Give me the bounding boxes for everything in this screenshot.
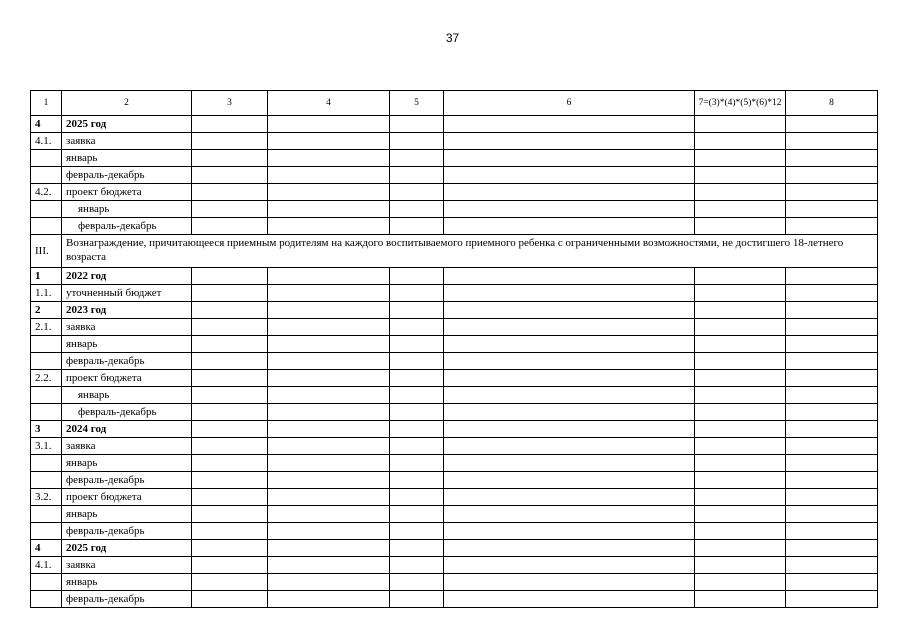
empty-cell xyxy=(444,133,695,150)
table-row xyxy=(31,370,878,387)
row-number: 3.1. xyxy=(31,438,62,455)
empty-cell xyxy=(192,133,268,150)
row-label: февраль-декабрь xyxy=(62,591,192,608)
empty-cell xyxy=(695,506,786,523)
empty-cell xyxy=(444,557,695,574)
empty-cell xyxy=(268,523,390,540)
empty-cell xyxy=(695,438,786,455)
empty-cell xyxy=(268,438,390,455)
empty-cell xyxy=(444,574,695,591)
column-header: 4 xyxy=(268,91,390,116)
empty-cell xyxy=(786,336,878,353)
table-body xyxy=(31,91,878,608)
row-number: 1 xyxy=(31,268,62,285)
empty-cell xyxy=(390,184,444,201)
empty-cell xyxy=(786,201,878,218)
empty-cell xyxy=(444,540,695,557)
empty-cell xyxy=(786,370,878,387)
empty-cell xyxy=(444,302,695,319)
empty-cell xyxy=(268,421,390,438)
empty-cell xyxy=(268,540,390,557)
row-number: 3.2. xyxy=(31,489,62,506)
row-number: 4.1. xyxy=(31,133,62,150)
row-label: 2024 год xyxy=(62,421,192,438)
column-header: 8 xyxy=(786,91,878,116)
empty-cell xyxy=(695,540,786,557)
empty-cell xyxy=(390,421,444,438)
row-label: 2022 год xyxy=(62,268,192,285)
empty-cell xyxy=(390,167,444,184)
table-row xyxy=(31,285,878,302)
empty-cell xyxy=(192,302,268,319)
row-number: 3 xyxy=(31,421,62,438)
empty-cell xyxy=(390,438,444,455)
empty-cell xyxy=(444,353,695,370)
empty-cell xyxy=(390,218,444,235)
empty-cell xyxy=(786,557,878,574)
row-number: 2.2. xyxy=(31,370,62,387)
table-row xyxy=(31,184,878,201)
empty-cell xyxy=(786,133,878,150)
empty-cell xyxy=(786,218,878,235)
row-number xyxy=(31,387,62,404)
empty-cell xyxy=(786,353,878,370)
row-number xyxy=(31,591,62,608)
empty-cell xyxy=(695,184,786,201)
empty-cell xyxy=(390,201,444,218)
empty-cell xyxy=(444,336,695,353)
row-number xyxy=(31,523,62,540)
row-number xyxy=(31,472,62,489)
empty-cell xyxy=(390,302,444,319)
empty-cell xyxy=(390,455,444,472)
empty-cell xyxy=(268,184,390,201)
row-number: 4 xyxy=(31,540,62,557)
empty-cell xyxy=(192,540,268,557)
empty-cell xyxy=(444,285,695,302)
row-number xyxy=(31,201,62,218)
empty-cell xyxy=(444,506,695,523)
empty-cell xyxy=(390,336,444,353)
empty-cell xyxy=(268,387,390,404)
empty-cell xyxy=(192,150,268,167)
empty-cell xyxy=(192,285,268,302)
empty-cell xyxy=(695,167,786,184)
table-row xyxy=(31,167,878,184)
empty-cell xyxy=(444,387,695,404)
empty-cell xyxy=(786,116,878,133)
empty-cell xyxy=(390,133,444,150)
empty-cell xyxy=(695,523,786,540)
row-number xyxy=(31,167,62,184)
table-row xyxy=(31,421,878,438)
empty-cell xyxy=(192,370,268,387)
empty-cell xyxy=(390,150,444,167)
empty-cell xyxy=(192,472,268,489)
empty-cell xyxy=(268,455,390,472)
empty-cell xyxy=(444,268,695,285)
table-row xyxy=(31,302,878,319)
empty-cell xyxy=(390,387,444,404)
empty-cell xyxy=(444,404,695,421)
empty-cell xyxy=(390,268,444,285)
table-row xyxy=(31,268,878,285)
row-number: 4 xyxy=(31,116,62,133)
empty-cell xyxy=(192,421,268,438)
empty-cell xyxy=(695,557,786,574)
row-label: уточненный бюджет xyxy=(62,285,192,302)
empty-cell xyxy=(444,319,695,336)
empty-cell xyxy=(192,506,268,523)
empty-cell xyxy=(192,455,268,472)
empty-cell xyxy=(390,370,444,387)
empty-cell xyxy=(268,574,390,591)
empty-cell xyxy=(268,319,390,336)
empty-cell xyxy=(390,557,444,574)
row-label: заявка xyxy=(62,133,192,150)
empty-cell xyxy=(786,438,878,455)
empty-cell xyxy=(444,201,695,218)
empty-cell xyxy=(444,218,695,235)
empty-cell xyxy=(390,591,444,608)
empty-cell xyxy=(192,201,268,218)
table-row xyxy=(31,438,878,455)
empty-cell xyxy=(695,489,786,506)
row-label: январь xyxy=(62,387,192,404)
row-label: январь xyxy=(62,506,192,523)
table-row xyxy=(31,319,878,336)
empty-cell xyxy=(192,116,268,133)
empty-cell xyxy=(695,421,786,438)
empty-cell xyxy=(192,523,268,540)
table-row xyxy=(31,201,878,218)
table-row xyxy=(31,574,878,591)
empty-cell xyxy=(268,133,390,150)
empty-cell xyxy=(390,506,444,523)
empty-cell xyxy=(192,184,268,201)
empty-cell xyxy=(444,472,695,489)
empty-cell xyxy=(695,336,786,353)
row-number xyxy=(31,404,62,421)
empty-cell xyxy=(695,387,786,404)
empty-cell xyxy=(268,370,390,387)
table-row xyxy=(31,150,878,167)
empty-cell xyxy=(268,218,390,235)
section-row xyxy=(31,235,878,268)
empty-cell xyxy=(695,574,786,591)
empty-cell xyxy=(444,421,695,438)
empty-cell xyxy=(390,523,444,540)
row-label: заявка xyxy=(62,557,192,574)
empty-cell xyxy=(695,353,786,370)
empty-cell xyxy=(390,489,444,506)
row-label: заявка xyxy=(62,319,192,336)
empty-cell xyxy=(390,353,444,370)
table-row xyxy=(31,489,878,506)
row-label: февраль-декабрь xyxy=(62,353,192,370)
empty-cell xyxy=(786,472,878,489)
row-number: 4.2. xyxy=(31,184,62,201)
column-header: 1 xyxy=(31,91,62,116)
empty-cell xyxy=(268,591,390,608)
table-row xyxy=(31,133,878,150)
row-number xyxy=(31,353,62,370)
table-row xyxy=(31,387,878,404)
row-label: январь xyxy=(62,455,192,472)
empty-cell xyxy=(192,404,268,421)
table-row xyxy=(31,472,878,489)
empty-cell xyxy=(695,319,786,336)
empty-cell xyxy=(695,116,786,133)
row-label: январь xyxy=(62,150,192,167)
empty-cell xyxy=(695,268,786,285)
empty-cell xyxy=(695,133,786,150)
empty-cell xyxy=(786,150,878,167)
empty-cell xyxy=(695,404,786,421)
column-header: 2 xyxy=(62,91,192,116)
empty-cell xyxy=(786,540,878,557)
empty-cell xyxy=(192,167,268,184)
empty-cell xyxy=(192,353,268,370)
empty-cell xyxy=(444,523,695,540)
empty-cell xyxy=(695,591,786,608)
row-number xyxy=(31,336,62,353)
empty-cell xyxy=(390,540,444,557)
empty-cell xyxy=(695,285,786,302)
empty-cell xyxy=(786,489,878,506)
header-row xyxy=(31,91,878,116)
table-row xyxy=(31,557,878,574)
empty-cell xyxy=(192,438,268,455)
empty-cell xyxy=(786,591,878,608)
row-label: январь xyxy=(62,574,192,591)
empty-cell xyxy=(786,387,878,404)
row-number: 2 xyxy=(31,302,62,319)
empty-cell xyxy=(695,472,786,489)
column-header: 3 xyxy=(192,91,268,116)
empty-cell xyxy=(786,302,878,319)
row-label: проект бюджета xyxy=(62,370,192,387)
row-number xyxy=(31,574,62,591)
table-row xyxy=(31,523,878,540)
empty-cell xyxy=(192,387,268,404)
column-header: 6 xyxy=(444,91,695,116)
empty-cell xyxy=(786,574,878,591)
empty-cell xyxy=(695,302,786,319)
empty-cell xyxy=(695,455,786,472)
row-number: III. xyxy=(31,235,62,268)
empty-cell xyxy=(390,319,444,336)
row-label: январь xyxy=(62,336,192,353)
empty-cell xyxy=(786,421,878,438)
empty-cell xyxy=(268,336,390,353)
empty-cell xyxy=(786,523,878,540)
table-row xyxy=(31,218,878,235)
row-number: 1.1. xyxy=(31,285,62,302)
empty-cell xyxy=(695,218,786,235)
empty-cell xyxy=(444,116,695,133)
row-number xyxy=(31,455,62,472)
row-number xyxy=(31,150,62,167)
table-row xyxy=(31,591,878,608)
empty-cell xyxy=(786,319,878,336)
empty-cell xyxy=(268,116,390,133)
column-header: 7=(3)*(4)*(5)*(6)*12 xyxy=(695,91,786,116)
empty-cell xyxy=(390,574,444,591)
empty-cell xyxy=(786,167,878,184)
empty-cell xyxy=(695,370,786,387)
empty-cell xyxy=(390,472,444,489)
table-row xyxy=(31,353,878,370)
budget-table xyxy=(30,90,878,608)
empty-cell xyxy=(268,557,390,574)
row-label: февраль-декабрь xyxy=(62,218,192,235)
empty-cell xyxy=(786,268,878,285)
empty-cell xyxy=(390,285,444,302)
empty-cell xyxy=(268,150,390,167)
empty-cell xyxy=(444,184,695,201)
empty-cell xyxy=(268,506,390,523)
empty-cell xyxy=(268,404,390,421)
row-label: февраль-декабрь xyxy=(62,404,192,421)
row-label: 2023 год xyxy=(62,302,192,319)
page-number: 37 xyxy=(445,31,460,45)
row-label: проект бюджета xyxy=(62,489,192,506)
empty-cell xyxy=(444,591,695,608)
empty-cell xyxy=(786,506,878,523)
table-row xyxy=(31,540,878,557)
empty-cell xyxy=(192,489,268,506)
column-header: 5 xyxy=(390,91,444,116)
empty-cell xyxy=(786,184,878,201)
empty-cell xyxy=(268,302,390,319)
empty-cell xyxy=(444,455,695,472)
empty-cell xyxy=(192,336,268,353)
empty-cell xyxy=(268,489,390,506)
row-label: январь xyxy=(62,201,192,218)
empty-cell xyxy=(786,455,878,472)
empty-cell xyxy=(390,404,444,421)
row-number: 4.1. xyxy=(31,557,62,574)
empty-cell xyxy=(695,201,786,218)
empty-cell xyxy=(268,285,390,302)
empty-cell xyxy=(268,472,390,489)
empty-cell xyxy=(444,370,695,387)
empty-cell xyxy=(268,353,390,370)
empty-cell xyxy=(444,150,695,167)
row-label: февраль-декабрь xyxy=(62,472,192,489)
empty-cell xyxy=(192,574,268,591)
table-row xyxy=(31,506,878,523)
row-label: заявка xyxy=(62,438,192,455)
empty-cell xyxy=(786,404,878,421)
table-row xyxy=(31,404,878,421)
empty-cell xyxy=(444,438,695,455)
empty-cell xyxy=(786,285,878,302)
row-label: проект бюджета xyxy=(62,184,192,201)
empty-cell xyxy=(390,116,444,133)
empty-cell xyxy=(268,201,390,218)
row-label: 2025 год xyxy=(62,116,192,133)
empty-cell xyxy=(192,319,268,336)
empty-cell xyxy=(192,557,268,574)
empty-cell xyxy=(695,150,786,167)
empty-cell xyxy=(444,489,695,506)
row-label: февраль-декабрь xyxy=(62,523,192,540)
empty-cell xyxy=(192,218,268,235)
table-row xyxy=(31,116,878,133)
empty-cell xyxy=(268,268,390,285)
row-label: февраль-декабрь xyxy=(62,167,192,184)
empty-cell xyxy=(192,268,268,285)
section-title: Вознаграждение, причитающееся приемным родителям на каждого воспитываемого приемного ребенка с ограниченными возможностями, не достигшего 18-летнего возраста xyxy=(62,235,878,268)
row-number xyxy=(31,506,62,523)
row-number: 2.1. xyxy=(31,319,62,336)
table-row xyxy=(31,336,878,353)
empty-cell xyxy=(444,167,695,184)
table-row xyxy=(31,455,878,472)
row-number xyxy=(31,218,62,235)
empty-cell xyxy=(192,591,268,608)
row-label: 2025 год xyxy=(62,540,192,557)
empty-cell xyxy=(268,167,390,184)
